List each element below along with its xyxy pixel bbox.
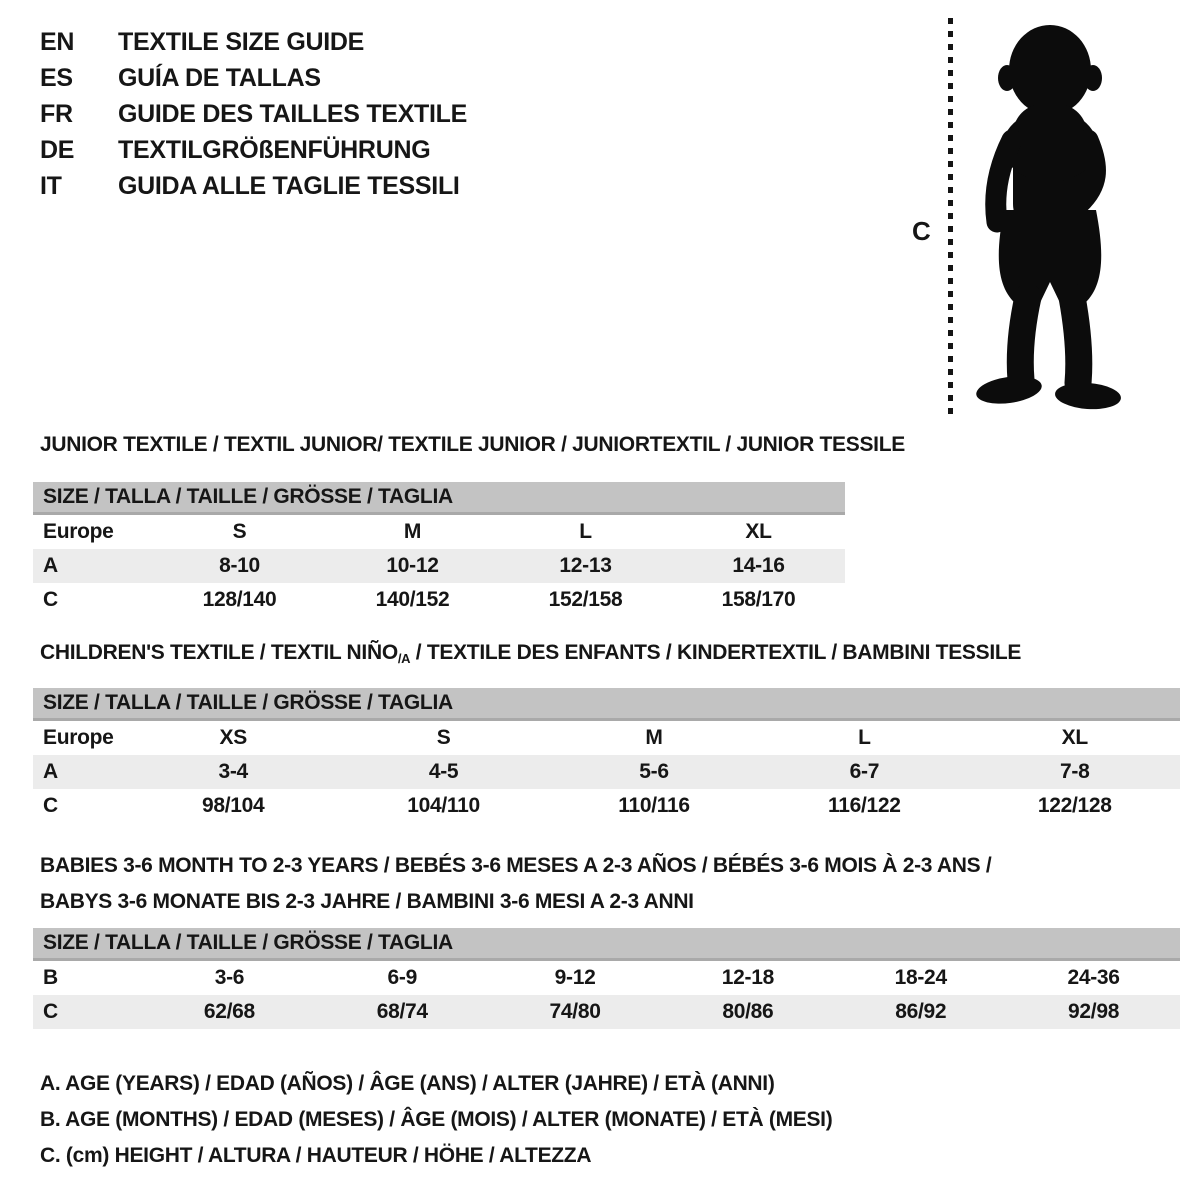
size-header-row xyxy=(33,688,1180,720)
table-row-height xyxy=(33,583,845,617)
guide-title: GUIDE DES TAILLES TEXTILE xyxy=(118,100,468,128)
language-code: FR xyxy=(40,100,73,128)
legend-line-b: B. AGE (MONTHS) / EDAD (MESES) / ÂGE (MOIS) / ALTER (MONATE) / ETÀ (MESI) xyxy=(40,1108,833,1131)
baby-silhouette-icon xyxy=(966,14,1142,418)
table-cell: 6-7 xyxy=(759,755,969,789)
table-row-height xyxy=(33,995,1180,1029)
section-title-children-main: CHILDREN'S TEXTILE / TEXTIL NIÑO xyxy=(40,641,398,664)
table-row-europe xyxy=(33,514,845,550)
table-cell: 24-36 xyxy=(1067,966,1120,989)
table-row-age xyxy=(33,755,1180,789)
table-cell: 68/74 xyxy=(316,995,489,1029)
table-cell: 10-12 xyxy=(326,549,499,583)
height-measure-label: C xyxy=(912,216,931,246)
size-header-label: SIZE / TALLA / TAILLE / GRÖSSE / TAGLIA xyxy=(33,688,1180,720)
section-title-children-rest: / TEXTILE DES ENFANTS / KINDERTEXTIL / BAMBINI TESSILE xyxy=(410,641,1022,664)
table-cell: S xyxy=(436,726,451,749)
table-cell: 62/68 xyxy=(143,995,316,1029)
table-cell: 128/140 xyxy=(202,588,277,611)
table-cell: M xyxy=(403,520,422,543)
table-cell: 92/98 xyxy=(1007,995,1180,1029)
row-label: C xyxy=(43,588,58,611)
table-cell: 80/86 xyxy=(661,995,834,1029)
table-cell: 4-5 xyxy=(338,755,548,789)
section-title-babies xyxy=(40,848,991,920)
table-cell: 104/110 xyxy=(407,794,480,817)
row-label: A xyxy=(33,549,153,583)
table-cell: 6-9 xyxy=(387,966,417,989)
table-cell: 8-10 xyxy=(153,549,326,583)
section-title-junior: JUNIOR TEXTILE / TEXTIL JUNIOR/ TEXTILE JUNIOR / JUNIORTEXTIL / JUNIOR TESSILE xyxy=(40,433,905,456)
babies-size-table xyxy=(33,928,1180,1029)
size-header-row xyxy=(33,482,845,514)
language-code: ES xyxy=(40,64,73,92)
guide-title: TEXTILGRÖßENFÜHRUNG xyxy=(118,136,431,164)
table-cell: 158/170 xyxy=(721,588,796,611)
table-row-age xyxy=(33,549,845,583)
language-title-block xyxy=(40,24,467,204)
row-label: C xyxy=(33,995,143,1029)
table-cell: 12-18 xyxy=(721,966,774,989)
table-cell: 98/104 xyxy=(201,794,265,817)
table-cell: XL xyxy=(1061,726,1088,749)
table-cell: 110/116 xyxy=(618,794,690,817)
table-cell: 116/122 xyxy=(828,794,901,817)
legend-block xyxy=(40,1066,832,1174)
table-cell: S xyxy=(232,520,247,543)
size-header-label: SIZE / TALLA / TAILLE / GRÖSSE / TAGLIA xyxy=(33,482,845,514)
table-cell: 74/80 xyxy=(489,995,662,1029)
table-cell: M xyxy=(645,726,663,749)
table-cell: 7-8 xyxy=(970,755,1180,789)
guide-title: TEXTILE SIZE GUIDE xyxy=(118,28,365,56)
table-cell: 14-16 xyxy=(672,549,845,583)
table-cell: XL xyxy=(745,520,772,543)
children-size-table xyxy=(33,688,1180,823)
section-title-babies-line1: BABIES 3-6 MONTH TO 2-3 YEARS / BEBÉS 3-6 MESES A 2-3 AÑOS / BÉBÉS 3-6 MOIS À 2-3 ANS / xyxy=(40,854,992,877)
table-cell: 140/152 xyxy=(375,588,450,611)
section-title-children-subscript: /A xyxy=(397,651,411,666)
table-cell: 3-6 xyxy=(214,966,245,989)
language-code: IT xyxy=(40,172,62,200)
junior-size-table xyxy=(33,482,845,617)
guide-title: GUÍA DE TALLAS xyxy=(118,64,321,92)
legend-line-c: C. (cm) HEIGHT / ALTURA / HAUTEUR / HÖHE / ALTEZZA xyxy=(40,1144,592,1167)
guide-title: GUIDA ALLE TAGLIE TESSILI xyxy=(118,172,460,200)
section-title-children xyxy=(40,641,1021,666)
height-measure-dashed-line xyxy=(948,18,953,416)
language-row-it xyxy=(40,168,467,204)
size-header-label: SIZE / TALLA / TAILLE / GRÖSSE / TAGLIA xyxy=(33,928,1180,960)
table-cell: 3-4 xyxy=(128,755,338,789)
size-header-row xyxy=(33,928,1180,960)
table-cell: 86/92 xyxy=(834,995,1007,1029)
row-label: A xyxy=(33,755,128,789)
table-cell: XS xyxy=(219,726,247,749)
table-row-europe xyxy=(33,720,1180,756)
table-cell: 18-24 xyxy=(894,966,947,989)
language-row-es xyxy=(40,60,467,96)
table-cell: 122/128 xyxy=(1037,794,1112,817)
row-label: Europe xyxy=(43,726,114,749)
table-cell: 9-12 xyxy=(554,966,596,989)
language-row-fr xyxy=(40,96,467,132)
table-cell: 12-13 xyxy=(499,549,672,583)
row-label: Europe xyxy=(43,520,114,543)
table-cell: L xyxy=(858,726,871,749)
table-row-months xyxy=(33,960,1180,996)
section-title-babies-line2: BABYS 3-6 MONATE BIS 2-3 JAHRE / BAMBINI 3-6 MESI A 2-3 ANNI xyxy=(40,890,694,913)
row-label: B xyxy=(43,966,58,989)
language-code: DE xyxy=(40,136,75,164)
table-cell: 5-6 xyxy=(549,755,759,789)
language-row-de xyxy=(40,132,467,168)
table-cell: L xyxy=(579,520,592,543)
language-code: EN xyxy=(40,28,75,56)
legend-line-a: A. AGE (YEARS) / EDAD (AÑOS) / ÂGE (ANS) / ALTER (JAHRE) / ETÀ (ANNI) xyxy=(40,1072,775,1095)
language-row-en xyxy=(40,24,467,60)
table-row-height xyxy=(33,789,1180,823)
table-cell: 152/158 xyxy=(548,588,623,611)
row-label: C xyxy=(43,794,58,817)
